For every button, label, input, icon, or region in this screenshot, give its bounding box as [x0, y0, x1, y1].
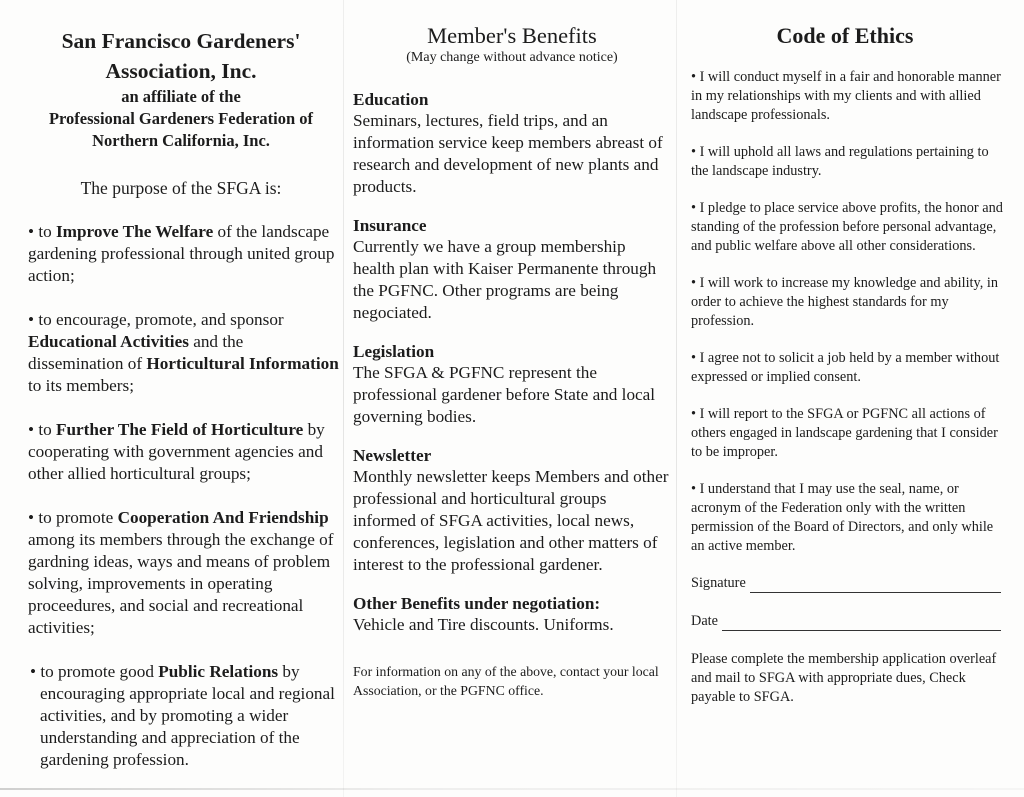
purpose-text: • to promote: [28, 508, 118, 527]
affiliate-line1: an affiliate of the: [121, 87, 241, 106]
affiliate-line3: Northern California, Inc.: [92, 131, 270, 150]
ethics-title: Code of Ethics: [776, 23, 914, 48]
affiliate-statement: [22, 86, 340, 152]
ethics-list: [691, 68, 1009, 556]
purpose-emphasis: Educational Activities: [28, 332, 189, 351]
benefit-newsletter: [353, 446, 671, 576]
date-field[interactable]: [691, 612, 1009, 631]
purpose-list: [28, 221, 340, 771]
contact-note: For information on any of the above, contact your local Association, or the PGFNC office.: [353, 664, 659, 698]
right-panel: [691, 0, 1009, 707]
purpose-text: among its members through the exchange of gardning ideas, ways and means of problem solving, improvements in operating proceedures, and social and recreational activities;: [28, 530, 334, 637]
signature-label: Signature: [691, 575, 746, 591]
ethics-item: • I will work to increase my knowledge and ability, in order to achieve the highest standards for my profession.: [691, 275, 999, 329]
ethics-item: • I understand that I may use the seal, name, or acronym of the Federation only with the written permission of the Board of Directors, and only while an active member.: [691, 481, 994, 554]
left-panel: [28, 0, 340, 793]
benefit-heading: Insurance: [353, 216, 427, 235]
ethics-item: • I will uphold all laws and regulations pertaining to the landscape industry.: [691, 144, 989, 179]
purpose-emphasis: Cooperation And Friendship: [117, 508, 329, 527]
purpose-text: to its members;: [28, 376, 134, 395]
purpose-item: [28, 507, 340, 639]
fold-line-left: [343, 0, 344, 797]
benefit-body: Currently we have a group membership health plan with Kaiser Permanente through the PGFNC. Other programs are being negociated.: [353, 237, 657, 322]
fold-line-right: [676, 0, 677, 797]
benefit-body: The SFGA & PGFNC represent the professional gardener before State and local governing bodies.: [353, 363, 656, 426]
benefit-heading: Newsletter: [353, 446, 432, 465]
middle-panel: [353, 0, 671, 700]
purpose-item: [28, 419, 340, 485]
benefit-other: [353, 594, 671, 636]
purpose-text: • to encourage, promote, and sponsor: [28, 310, 284, 329]
benefit-body: Seminars, lectures, field trips, and an information service keep members abreast of research and development of new plants and products.: [353, 111, 663, 196]
purpose-item: [28, 309, 340, 397]
purpose-intro: The purpose of the SFGA is:: [80, 178, 282, 198]
purpose-emphasis: Horticultural Information: [146, 354, 339, 373]
org-name-line1: San Francisco Gardeners': [61, 29, 301, 53]
benefit-heading: Education: [353, 90, 429, 109]
purpose-emphasis: Further The Field of Horticulture: [55, 420, 304, 439]
ethics-item: • I will report to the SFGA or PGFNC all actions of others engaged in landscape gardening that I consider to be improper.: [691, 406, 998, 460]
org-name-line2: Association, Inc.: [105, 59, 257, 83]
ethics-item: • I pledge to place service above profits, the honor and standing of the profession before personal advantage, and public welfare above all other considerations.: [691, 200, 1003, 254]
date-label: Date: [691, 613, 718, 629]
benefit-insurance: [353, 216, 671, 324]
ethics-item: • I will conduct myself in a fair and honorable manner in my relationships with my clients and with allied landscape professionals.: [691, 69, 1001, 123]
signature-field[interactable]: [691, 574, 1009, 593]
benefits-title: Member's Benefits: [427, 23, 597, 48]
purpose-text: by encouraging appropriate local and regional activities, and by promoting a wider understanding and appreciation of the gardening profession.: [40, 662, 335, 769]
signature-line[interactable]: [750, 579, 1001, 593]
purpose-text: and the dissemination of: [28, 332, 244, 373]
benefit-body: Monthly newsletter keeps Members and other professional and horticultural groups informed of SFGA activities, local news, conferences, legislation and other matters of interest to the professional gardener.: [353, 467, 669, 574]
org-name: [22, 26, 340, 86]
benefit-heading: Other Benefits under negotiation:: [353, 594, 601, 613]
purpose-text: by cooperating with government agencies and other allied horticultural groups;: [28, 420, 325, 483]
affiliate-line2: Professional Gardeners Federation of: [48, 109, 314, 128]
purpose-item: [28, 221, 340, 287]
benefit-legislation: [353, 342, 671, 428]
date-line[interactable]: [722, 617, 1001, 631]
purpose-emphasis: Public Relations: [158, 662, 279, 681]
purpose-text: of the landscape gardening professional through united group action;: [28, 222, 335, 285]
closing-instructions: Please complete the membership application overleaf and mail to SFGA with appropriate dues, Check payable to SFGA.: [691, 651, 997, 705]
purpose-text: • to promote good: [30, 662, 159, 681]
ethics-item: • I agree not to solicit a job held by a member without expressed or implied consent.: [691, 350, 1000, 385]
benefit-body: Vehicle and Tire discounts. Uniforms.: [353, 615, 614, 634]
benefits-subtitle: (May change without advance notice): [406, 50, 618, 65]
purpose-item: [28, 661, 340, 771]
benefit-heading: Legislation: [353, 342, 435, 361]
benefit-education: [353, 90, 671, 198]
purpose-text: • to: [28, 222, 56, 241]
purpose-text: • to: [28, 420, 56, 439]
purpose-emphasis: Improve The Welfare: [55, 222, 214, 241]
